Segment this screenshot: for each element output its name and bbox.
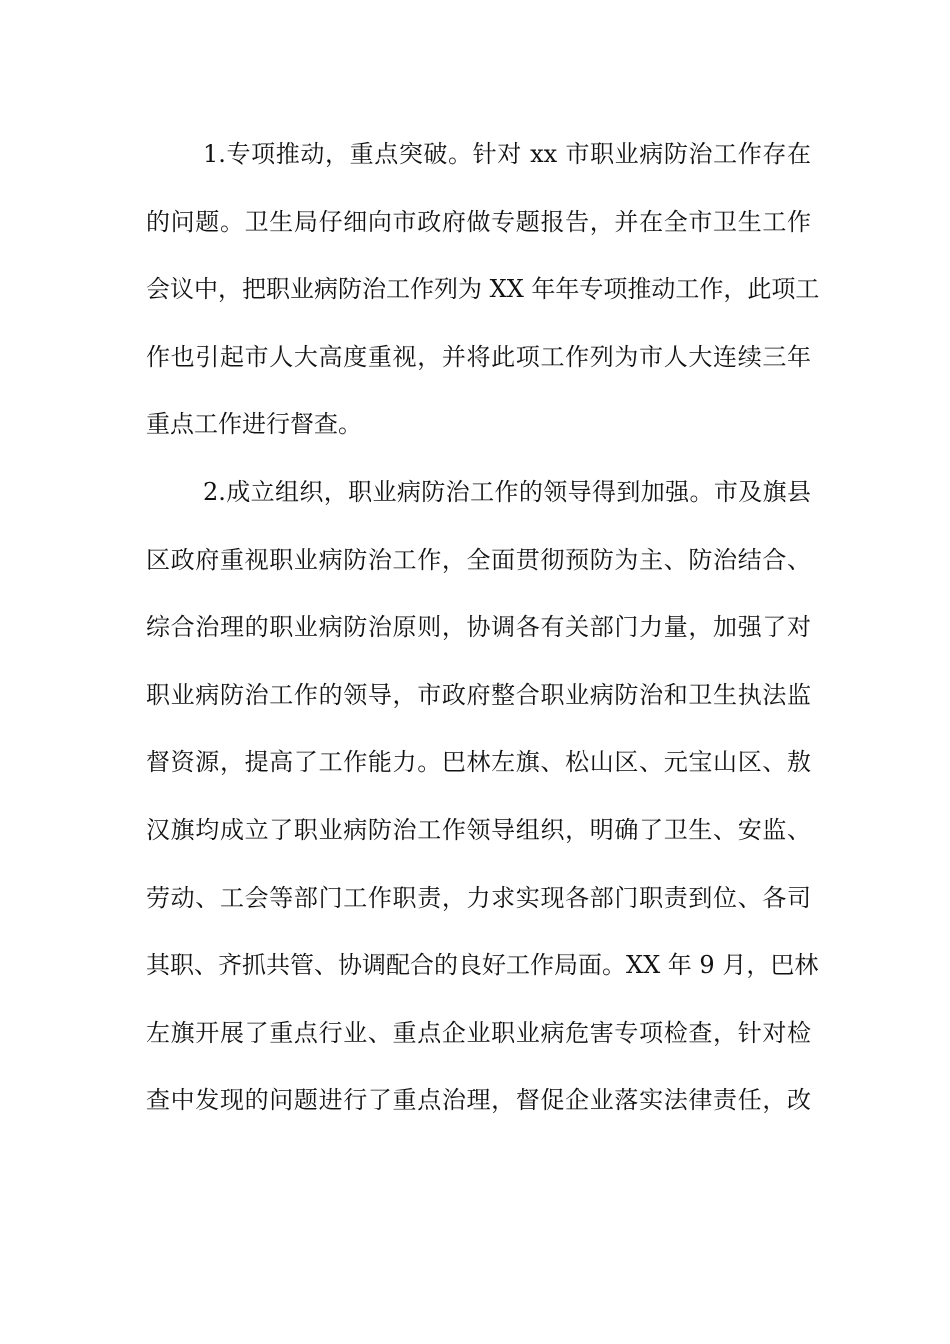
paragraph-2-line-9: 左旗开展了重点行业、重点企业职业病危害专项检查，针对检 [146, 1018, 811, 1047]
paragraph-2-line-2: 区政府重视职业病防治工作，全面贯彻预防为主、防治结合、 [146, 545, 811, 574]
paragraph-2-line-5: 督资源，提高了工作能力。巴林左旗、松山区、元宝山区、敖 [146, 748, 811, 777]
paragraph-2-line-7: 劳动、工会等部门工作职责，力求实现各部门职责到位、各司 [146, 883, 811, 912]
paragraph-2-line-4: 职业病防治工作的领导，市政府整合职业病防治和卫生执法监 [146, 680, 811, 709]
paragraph-2-line-6: 汉旗均成立了职业病防治工作领导组织，明确了卫生、安监、 [146, 815, 811, 844]
paragraph-1-line-5: 重点工作进行督查。 [146, 410, 362, 439]
paragraph-2-line-10: 查中发现的问题进行了重点治理，督促企业落实法律责任，改 [146, 1086, 811, 1115]
paragraph-1-line-2: 的问题。卫生局仔细向市政府做专题报告，并在全市卫生工作 [146, 207, 811, 236]
document-body [146, 128, 820, 1142]
paragraph-1-line-3: 会议中，把职业病防治工作列为 XX 年年专项推动工作，此项工 [146, 275, 820, 304]
paragraph-1-line-1: 1.专项推动，重点突破。针对 xx 市职业病防治工作存在 [203, 140, 811, 168]
paragraph-2-line-3: 综合治理的职业病防治原则，协调各有关部门力量，加强了对 [146, 613, 811, 642]
paragraph-2-line-8: 其职、齐抓共管、协调配合的良好工作局面。XX 年 9 月，巴林 [146, 951, 819, 980]
paragraph-2-line-1: 2.成立组织，职业病防治工作的领导得到加强。市及旗县 [203, 477, 811, 506]
paragraph-1-line-4: 作也引起市人大高度重视，并将此项工作列为市人大连续三年 [146, 342, 811, 371]
